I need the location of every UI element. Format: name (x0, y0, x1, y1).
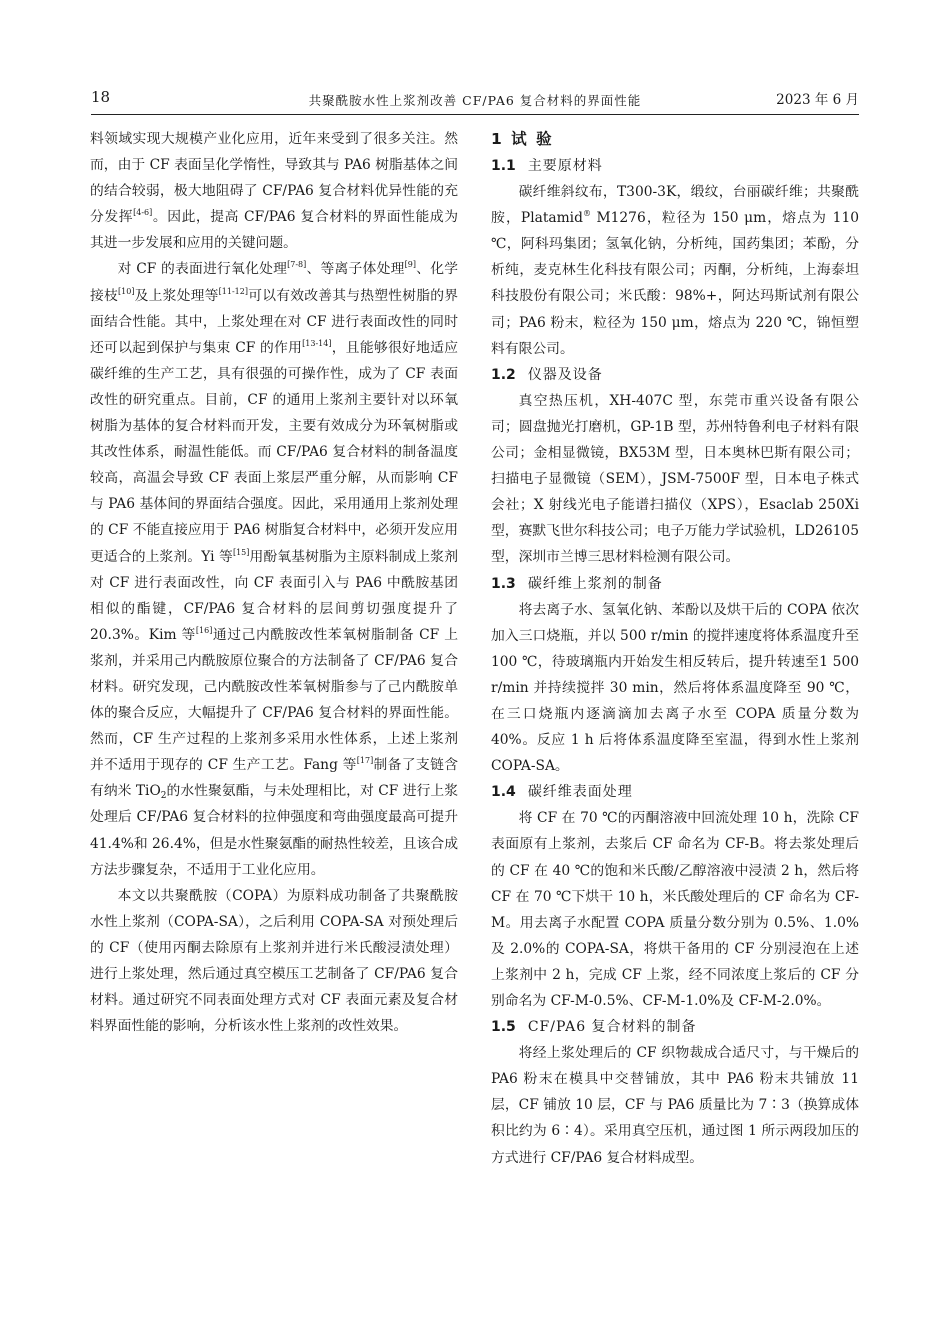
right-column (491, 126, 859, 1171)
subsection-heading: 1.3 碳纤维上浆剂的制备 (491, 575, 663, 592)
left-column (90, 126, 458, 1039)
paragraph: 碳纤维斜纹布，T300-3K，缎纹，台丽碳纤维；共聚酰胺，Platamid® M1276，粒径为 150 μm，熔点为 110 ℃，阿科玛集团；氢氧化钠，分析纯，国药集团；苯酚，分析纯，麦克林生化科技有限公司；丙酮，分析纯，上海泰坦科技股份有限公司；米氏酸：98%+，阿达玛斯试剂有限公司；PA6 粉末，粒径为 150 μm，熔点为 220 ℃，锦恒塑料有限公司。 (491, 184, 859, 357)
citation: [16] (195, 625, 213, 635)
subsection-heading: 1.5 CF/PA6 复合材料的制备 (491, 1019, 697, 1036)
paragraph: 将 CF 在 70 ℃的丙酮溶液中回流处理 10 h，洗除 CF 表面原有上浆剂，去浆后 CF 命名为 CF-B。将去浆处理后的 CF 在 40 ℃的饱和米氏酸/乙醇溶液中浸渍 2 h，然后将 CF 在 70 ℃下烘干 10 h，米氏酸处理后的 CF 命名为 CF-M。用去离子水配置 COPA 质量分数分别为 0.5%、1.0%及 2.0%的 COPA-SA，将烘干备用的 CF 分别浸泡在上述上浆剂中 2 h，完成 CF 上浆，经不同浓度上浆后的 CF 分别命名为 CF-M-0.5%、CF-M-1.0%及 CF-M-2.0%。 (491, 810, 859, 1009)
paragraph: 料领域实现大规模产业化应用，近年来受到了很多关注。然而，由于 CF 表面呈化学惰性，导致其与 PA6 树脂基体之间的结合较弱，极大地阻碍了 CF/PA6 复合材料优异性能的充分发挥[4-6]。因此，提高 CF/PA6 复合材料的界面性能成为其进一步发展和应用的关键问题。 (90, 131, 459, 252)
subsection-heading: 1.1 主要原材料 (491, 158, 603, 174)
subsection-heading: 1.4 碳纤维表面处理 (491, 784, 633, 801)
citation: [7-8] (287, 260, 307, 270)
citation: [11-12] (218, 286, 248, 296)
page-header (91, 86, 859, 115)
paragraph: 对 CF 的表面进行氧化处理[7-8]、等离子体处理[9]、化学接枝[10]及上浆处理等[11-12]可以有效改善其与热塑性树脂的界面结合性能。其中，上浆处理在对 CF 进行表面改性的同时还可以起到保护与集束 CF 的作用[13-14]，且能够很好地适应碳纤维的生产工艺，具有很强的可操作性，成为了 CF 表面改性的研究重点。目前，CF 的通用上浆剂主要针对以环氧树脂为基体的复合材料而开发，主要有效成分为环氧树脂或其改性体系，耐温性能低。而 CF/PA6 复合材料的制备温度较高，高温会导致 CF 表面上浆层严重分解，从而影响 CF 与 PA6 基体间的界面结合强度。因此，采用通用上浆剂处理的 CF 不能直接应用于 PA6 树脂复合材料中，必须开发应用更适合的上浆剂。Yi 等[15]用酚氧基树脂为主原料制成上浆剂对 CF 进行表面改性，向 CF 表面引入与 PA6 中酰胺基团相似的酯键，CF/PA6 复合材料的层间剪切强度提升了 20.3%。Kim 等[16]通过己内酰胺改性苯氧树脂制备 CF 上浆剂，并采用己内酰胺原位聚合的方法制备了 CF/PA6 复合材料。研究发现，己内酰胺改性苯氧树脂参与了己内酰胺单体的聚合反应，大幅提升了 CF/PA6 复合材料的界面性能。然而，CF 生产过程的上浆剂多采用水性体系，上述上浆剂并不适用于现存的 CF 生产工艺。Fang 等[17]制备了支链含有纳米 TiO$_2$的水性聚氨酯，与未处理相比，对 CF 进行上浆处理后 CF/PA6 复合材料的拉伸强度和弯曲强度最高可提升 41.4%和 26.4%，但是水性聚氨酯的耐热性较差，且该合成方法步骤复杂，不适用于工业化应用。 (90, 260, 459, 878)
paragraph: 将去离子水、氢氧化钠、苯酚以及烘干后的 COPA 依次加入三口烧瓶，并以 500 r/min 的搅拌速度将体系温度升至 100 ℃，待玻璃瓶内开始发生相反转后，提升转速至1 500 r/min 并持续搅拌 30 min，然后将体系温度降至 90 ℃，在三口烧瓶内逐滴滴加去离子水至 COPA 质量分数为 40%。反应 1 h 后将体系温度降至室温，得到水性上浆剂 COPA-SA。 (491, 601, 859, 775)
citation: [13-14] (302, 338, 332, 348)
subsection-heading: 1.2 仪器及设备 (491, 366, 603, 383)
running-title: 共聚酰胺水性上浆剂改善 CF/PA6 复合材料的界面性能 (308, 93, 642, 108)
paragraph: 将经上浆处理后的 CF 织物裁成合适尺寸，与干燥后的 PA6 粉末在模具中交替铺放，其中 PA6 粉末共铺放 11 层，CF 铺放 10 层，CF 与 PA6 质量比为 7∶3（换算成体积比约为 6∶4）。采用真空压机，通过图 1 所示两段加压的方式进行 CF/PA6 复合材料成型。 (491, 1045, 859, 1166)
section-heading: 1 试 验 (491, 130, 554, 148)
citation: [4-6] (133, 208, 153, 218)
paragraph: 真空热压机，XH-407C 型，东莞市重兴设备有限公司；圆盘抛光打磨机，GP-1B 型，苏州特鲁利电子材料有限公司；金相显微镜，BX53M 型，日本奥林巴斯有限公司；扫描电子显微镜（SEM），JSM-7500F 型，日本电子株式会社；X 射线光电子能谱扫描仪（XPS），Esaclab 250Xi 型，赛默飞世尔科技公司；电子万能力学试验机，LD26105 型，深圳市兰博三思材料检测有限公司。 (491, 392, 859, 566)
citation: [15] (232, 547, 250, 557)
citation: [9] (404, 260, 416, 270)
citation: [10] (118, 286, 135, 296)
citation: [17] (356, 756, 374, 766)
issue-date: 2023 年 6 月 (776, 92, 859, 108)
paragraph: 本文以共聚酰胺（COPA）为原料成功制备了共聚酰胺水性上浆剂（COPA-SA），之后利用 COPA-SA 对预处理后的 CF（使用丙酮去除原有上浆剂并进行米氏酸浸渍处理）进行上浆处理，然后通过真空模压工艺制备了 CF/PA6 复合材料。通过研究不同表面处理方式对 CF 表面元素及复合材料界面性能的影响，分析该水性上浆剂的改性效果。 (90, 887, 458, 1035)
page-number: 18 (91, 88, 111, 106)
